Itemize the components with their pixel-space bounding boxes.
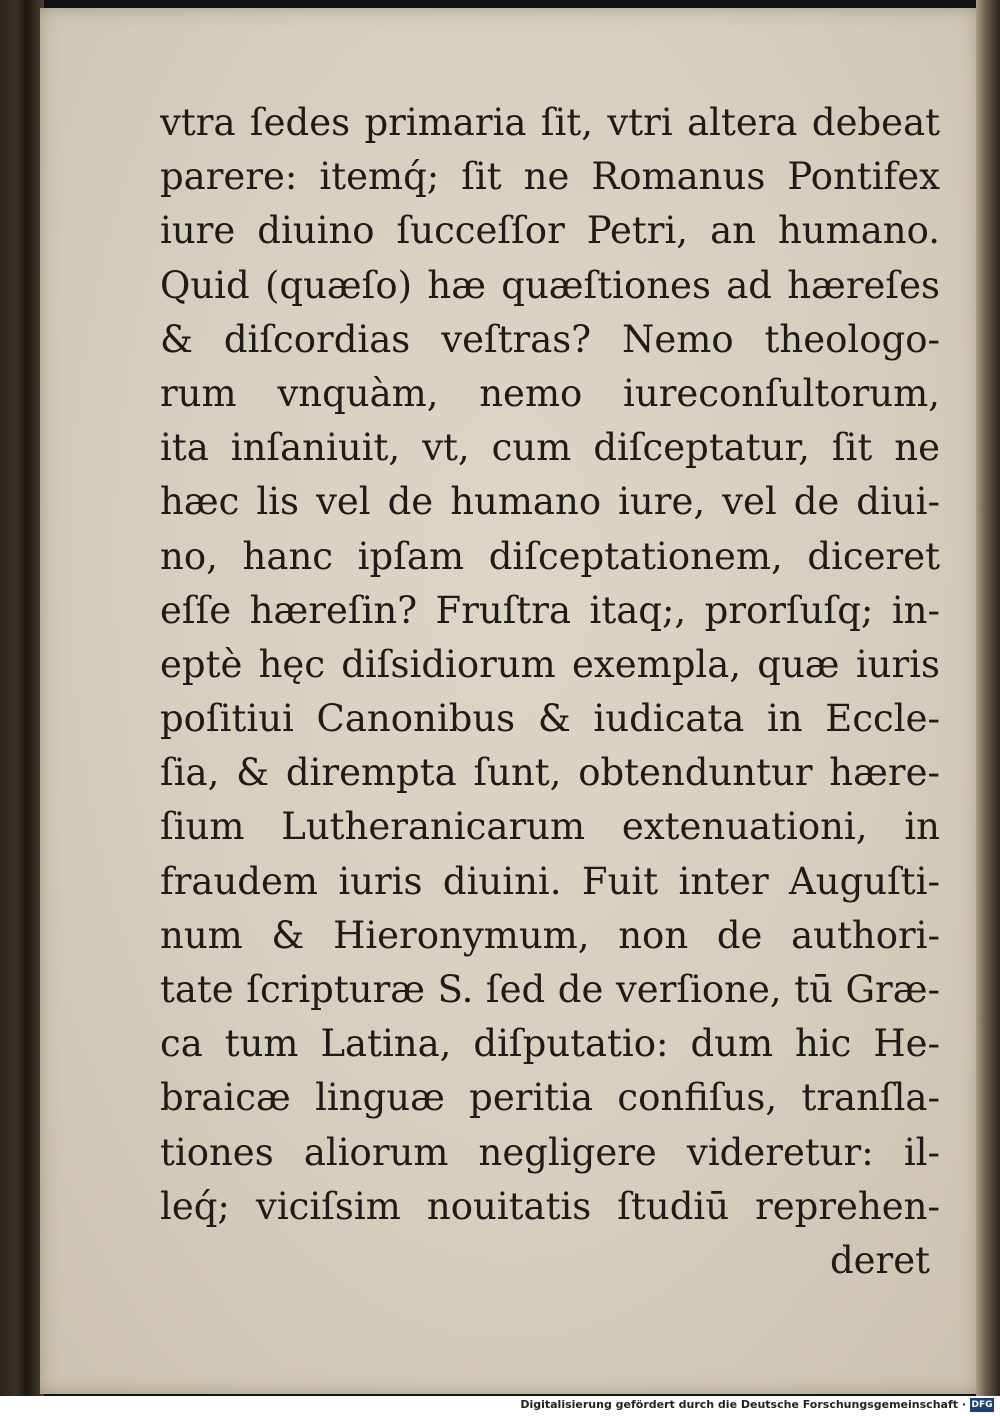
book-binding-edge <box>0 0 44 1396</box>
text-line: fraudem iuris diuini. Fuit inter Auguſti- <box>160 859 940 903</box>
text-line: tiones aliorum negligere videretur: il- <box>160 1130 940 1174</box>
text-line: iure diuino ſucceſſor Petri, an humano. <box>160 209 940 253</box>
catchword: deret <box>829 1238 930 1282</box>
text-line: ca tum Latina, diſputatio: dum hic He- <box>160 1022 940 1066</box>
text-line: tate ſcripturæ S. ſed de verſione, tū Græ- <box>160 968 940 1011</box>
text-line: ſium Lutheranicarum extenuationi, in <box>160 805 940 849</box>
text-line: eſſe hæreſin? Fruſtra itaq;, prorſuſq; in- <box>160 588 940 632</box>
text-line: leq́; viciſsim nouitatis ſtudiū reprehen- <box>160 1184 940 1228</box>
digitization-credit: Digitalisierung gefördert durch die Deutsche Forschungsgemeinschaft · <box>520 1398 966 1411</box>
printed-text-block <box>160 96 940 1288</box>
text-line: poſitiui Canonibus & iudicata in Eccle- <box>160 697 940 741</box>
text-line: Quid (quæſo) hæ quæſtiones ad hæreſes <box>160 263 940 307</box>
text-line: ita inſaniuit, vt, cum diſceptatur, ſit ne <box>160 426 940 470</box>
text-line: no, hanc ipſam diſceptationem, diceret <box>160 534 940 578</box>
text-line: vtra ſedes primaria ſit, vtri altera debeat <box>160 101 940 144</box>
text-line: ſia, & dirempta ſunt, obtenduntur hære- <box>160 751 940 795</box>
text-line: eptè hęc diſsidiorum exempla, quæ iuris <box>160 642 940 686</box>
dfg-logo-icon: DFG <box>971 1400 993 1410</box>
text-line: & diſcordias veſtras? Nemo theologo- <box>160 317 940 361</box>
page-right-edge <box>976 0 1000 1396</box>
text-line: parere: itemq́; ſit ne Romanus Pontifex <box>160 155 940 199</box>
text-line: braicæ linguæ peritia confiſus, tranſla- <box>160 1076 940 1120</box>
text-line: num & Hieronymum, non de authori- <box>160 913 940 957</box>
text-line: rum vnquàm, nemo iureconſultorum, <box>160 371 940 415</box>
text-line: hæc lis vel de humano iure, vel de diui- <box>160 480 940 524</box>
